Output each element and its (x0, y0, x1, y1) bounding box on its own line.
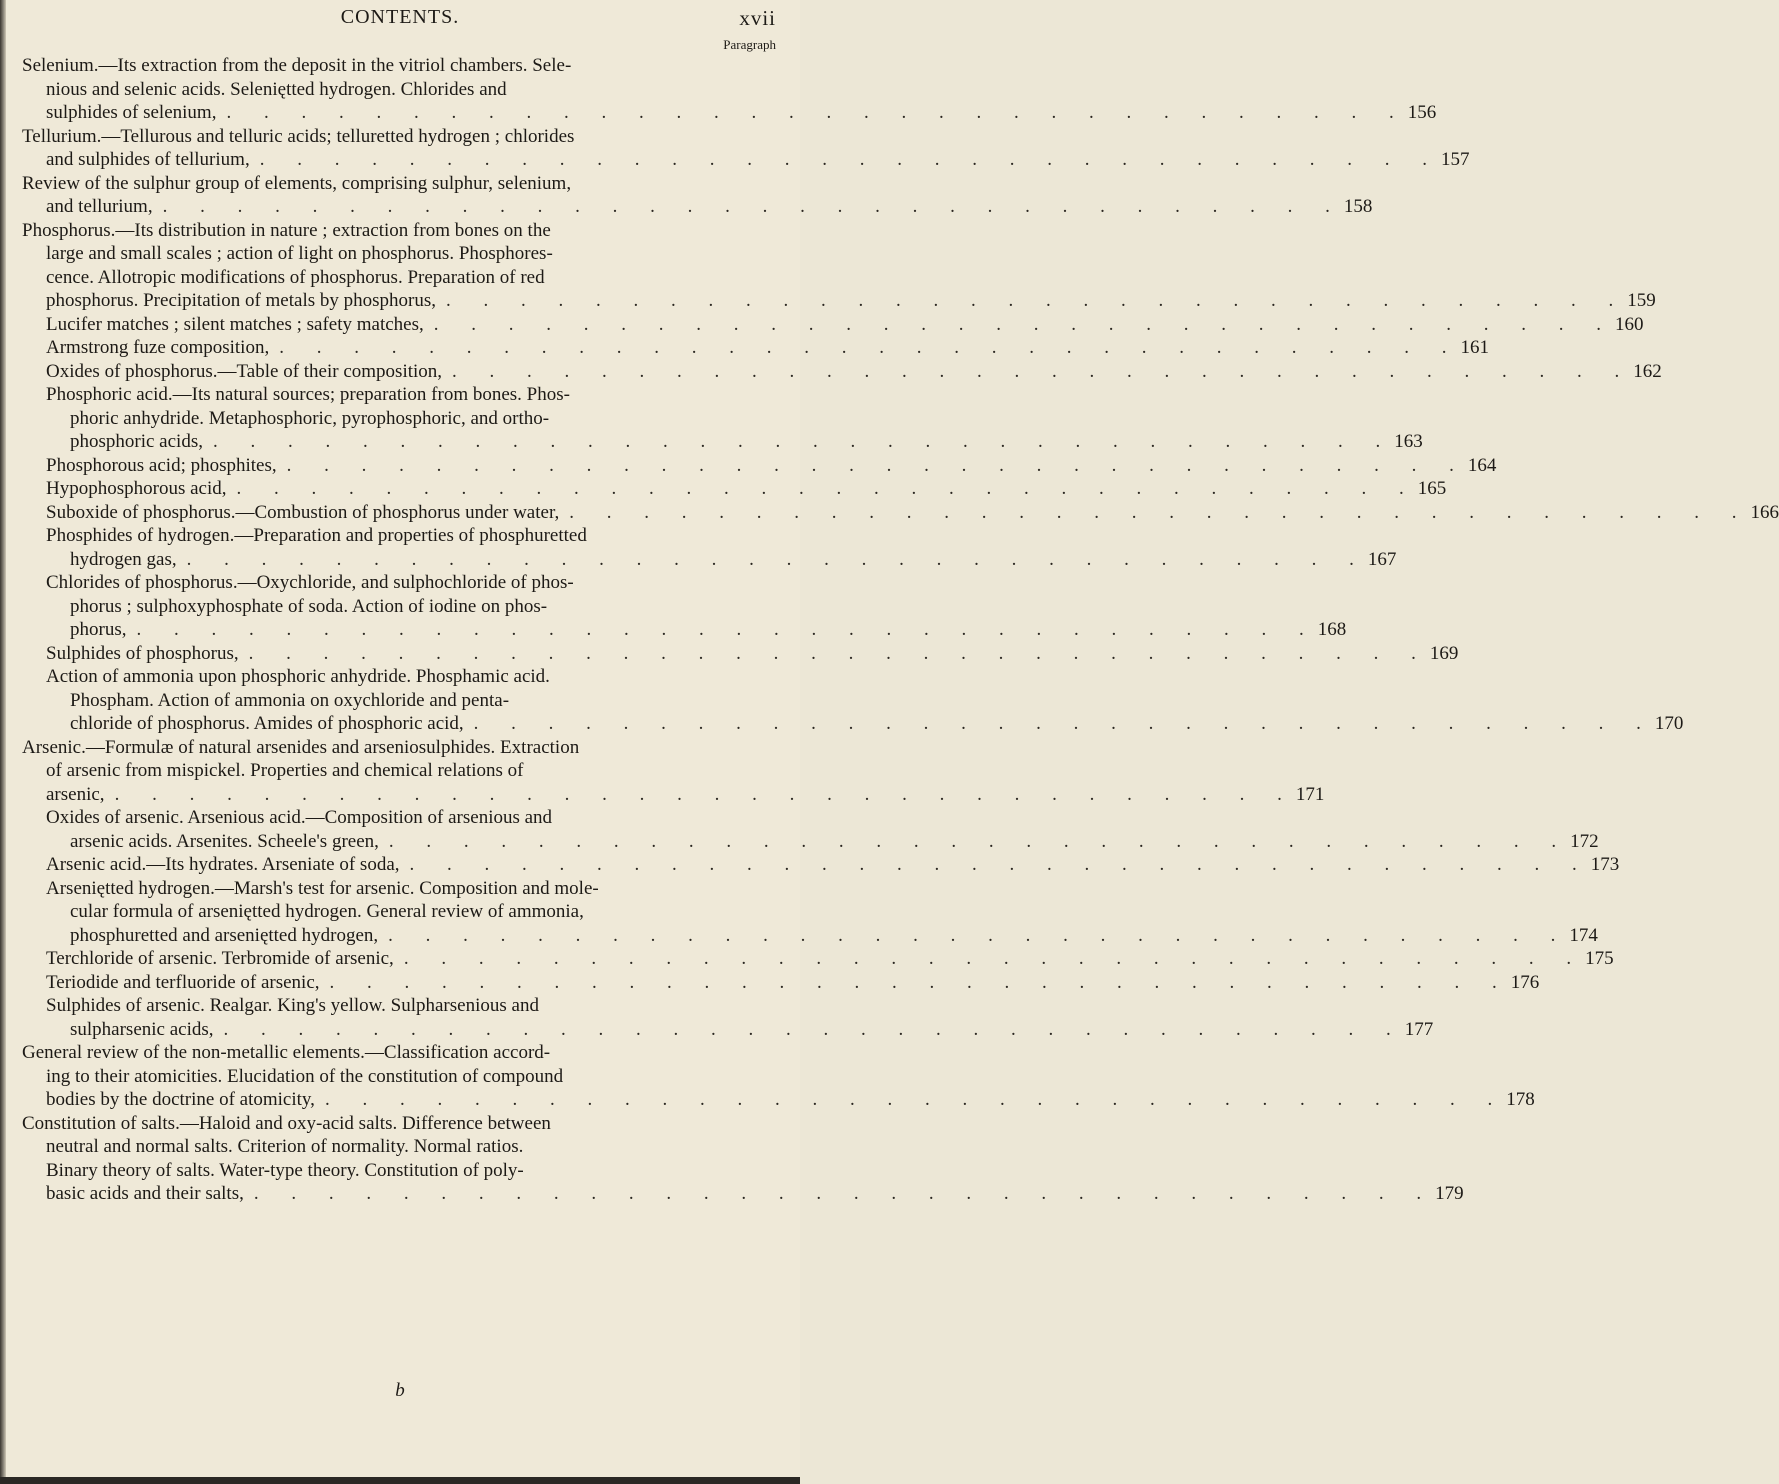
paragraph-number: 171 (1295, 783, 1325, 805)
paragraph-number: 163 (1394, 431, 1423, 452)
dot-leader: . . . . . . . . . . . . . . . . . . . . . . . . . . . . . . . . (473, 713, 1655, 734)
dot-leader: . . . . . . . . . . . . . . . . . . . . . . . . . . . . . . . . (388, 924, 1570, 946)
paragraph-number: 158 (1343, 196, 1373, 217)
toc-entry (22, 947, 1614, 971)
paragraph-number: 161 (1460, 337, 1489, 358)
entry-text-line: arsenic, (46, 783, 105, 805)
entry-text-line: phorus, (70, 619, 127, 640)
dot-leader: . . . . . . . . . . . . . . . . . . . . . . . . . . . . . . . . (162, 196, 1344, 217)
entry-text-line: of arsenic from mispickel. Properties and chemical relations of (46, 760, 524, 781)
entry-text-line: Tellurium.—Tellurous and telluric acids; telluretted hydrogen ; chlorides (22, 125, 575, 147)
entry-text-line: large and small scales ; action of light on phosphorus. Phosphores- (46, 243, 553, 264)
dot-leader: . . . . . . . . . . . . . . . . . . . . . . . . . . . . . . . . (409, 854, 1591, 875)
toc-entry (22, 877, 1598, 948)
toc-entry (22, 219, 1656, 313)
entry-text-line: phosphorus. Precipitation of metals by phosphorus, (46, 290, 436, 311)
toc-entry (22, 524, 1397, 571)
page-number: xvii (739, 6, 776, 30)
entry-text-line: basic acids and their salts, (46, 1183, 244, 1204)
entry-text-line: Phosphides of hydrogen.—Preparation and properties of phosphuretted (46, 525, 587, 546)
toc-entry (22, 1041, 1535, 1112)
toc-entry (22, 360, 1662, 384)
entry-text-line: cular formula of arseniętted hydrogen. General review of ammonia, (70, 901, 584, 922)
page-bottom-edge (0, 1477, 800, 1484)
entry-text-line: Arseniętted hydrogen.—Marsh's test for arsenic. Composition and mole- (46, 877, 599, 899)
paragraph-number: 178 (1506, 1089, 1535, 1110)
dot-leader: . . . . . . . . . . . . . . . . . . . . . . . . . . . . . . . . (569, 501, 1751, 523)
dot-leader: . . . . . . . . . . . . . . . . . . . . . . . . . . . . . . . . (403, 948, 1586, 969)
toc-entry (22, 125, 1470, 172)
dot-leader: . . . . . . . . . . . . . . . . . . . . . . . . . . . . . . . . (433, 313, 1615, 335)
entry-text-line: Sulphides of phosphorus, (46, 642, 239, 664)
paragraph-number: 156 (1407, 102, 1437, 123)
entry-text-line: Arsenic.—Formulæ of natural arsenides and arseniosulphides. Extraction (22, 736, 580, 758)
toc-entry (22, 54, 1437, 125)
toc-entry (22, 806, 1599, 853)
signature-mark: b (395, 1380, 405, 1401)
entry-text-line: Teriodide and terfluoride of arsenic, (46, 971, 320, 993)
paragraph-number: 164 (1467, 454, 1497, 476)
entry-text-line: Action of ammonia upon phosphoric anhydride. Phosphamic acid. (46, 666, 550, 687)
entry-text-line: Terchloride of arsenic. Terbromide of arsenic, (46, 948, 394, 969)
entry-text-line: Phosphoric acid.—Its natural sources; preparation from bones. Phos- (46, 384, 570, 405)
dot-leader: . . . . . . . . . . . . . . . . . . . . . . . . . . . . . . . . (226, 102, 1408, 123)
entry-text-line: Phosphorus.—Its distribution in nature ; extraction from bones on the (22, 219, 551, 241)
entry-text-line: cence. Allotropic modifications of phosphorus. Preparation of red (46, 266, 545, 288)
paragraph-number: 159 (1627, 290, 1656, 311)
dot-leader: . . . . . . . . . . . . . . . . . . . . . . . . . . . . . . . . (259, 149, 1441, 170)
entry-text-line: arsenic acids. Arsenites. Scheele's green, (70, 830, 379, 852)
paragraph-number: 173 (1590, 854, 1620, 875)
paragraph-number: 172 (1570, 830, 1599, 852)
dot-leader: . . . . . . . . . . . . . . . . . . . . . . . . . . . . . . . . (286, 454, 1468, 476)
entry-text-line: Lucifer matches ; silent matches ; safety matches, (46, 313, 424, 335)
entry-text-line: Chlorides of phosphorus.—Oxychloride, and sulphochloride of phos- (46, 572, 574, 593)
paragraph-number: 169 (1429, 642, 1459, 664)
paragraph-number: 176 (1510, 971, 1540, 993)
toc-entry (22, 1112, 1464, 1206)
dot-leader: . . . . . . . . . . . . . . . . . . . . . . . . . . . . . . . . (114, 783, 1296, 805)
dot-leader: . . . . . . . . . . . . . . . . . . . . . . . . . . . . . . . . (388, 830, 1571, 852)
entry-text-line: Sulphides of arsenic. Realgar. King's yellow. Sulpharsenious and (46, 995, 539, 1016)
column-heading: Paragraph (723, 37, 776, 52)
entry-text-line: Armstrong fuze composition, (46, 337, 270, 358)
toc-entry (22, 665, 1684, 736)
paragraph-number: 170 (1654, 713, 1684, 734)
entry-text-line: Selenium.—Its extraction from the deposit in the vitriol chambers. Sele- (22, 55, 572, 76)
entry-text-line: and tellurium, (46, 196, 153, 217)
toc-entry (22, 313, 1644, 337)
toc-entry (22, 383, 1423, 454)
entry-text-line: Phosphorous acid; phosphites, (46, 454, 277, 476)
dot-leader: . . . . . . . . . . . . . . . . . . . . . . . . . . . . . . . . (253, 1183, 1436, 1204)
toc-entry (22, 736, 1325, 807)
paragraph-number: 160 (1615, 313, 1644, 335)
entry-text-line: sulphides of selenium, (46, 102, 217, 123)
dot-leader: . . . . . . . . . . . . . . . . . . . . . . . . . . . . . . . . (452, 360, 1634, 382)
dot-leader: . . . . . . . . . . . . . . . . . . . . . . . . . . . . . . . . (446, 290, 1628, 311)
entry-text-line: phosphuretted and arseniętted hydrogen, (70, 924, 379, 946)
dot-leader: . . . . . . . . . . . . . . . . . . . . . . . . . . . . . . . . (329, 971, 1511, 993)
paragraph-number: 162 (1633, 360, 1662, 382)
paragraph-number: 165 (1417, 478, 1447, 499)
toc-entry (22, 477, 1447, 501)
entry-text-line: phoric anhydride. Metaphosphoric, pyrophosphoric, and ortho- (70, 407, 550, 429)
toc-entry (22, 454, 1497, 478)
entry-text-line: chloride of phosphorus. Amides of phosphoric acid, (70, 713, 464, 734)
entry-text-line: General review of the non-metallic elements.—Classification accord- (22, 1042, 551, 1063)
entry-text-line: Arsenic acid.—Its hydrates. Arseniate of soda, (46, 854, 400, 875)
toc-entry (22, 501, 1779, 525)
entry-text-line: Review of the sulphur group of elements, comprising sulphur, selenium, (22, 172, 572, 194)
dot-leader: . . . . . . . . . . . . . . . . . . . . . . . . . . . . . . . . (324, 1089, 1507, 1110)
toc-entry (22, 853, 1620, 877)
dot-leader: . . . . . . . . . . . . . . . . . . . . . . . . . . . . . . . . (212, 431, 1395, 452)
entry-text-line: and sulphides of tellurium, (46, 149, 250, 170)
binding-gutter (0, 0, 6, 1484)
running-title: CONTENTS. (340, 6, 460, 28)
entry-text-line: Oxides of phosphorus.—Table of their composition, (46, 360, 443, 382)
entry-text-line: phosphoric acids, (70, 431, 203, 452)
dot-leader: . . . . . . . . . . . . . . . . . . . . . . . . . . . . . . . . (279, 337, 1461, 358)
paragraph-number: 174 (1569, 924, 1598, 946)
dot-leader: . . . . . . . . . . . . . . . . . . . . . . . . . . . . . . . . (236, 478, 1418, 499)
entry-text-line: Hypophosphorous acid, (46, 478, 227, 499)
entry-text-line: ing to their atomicities. Elucidation of the constitution of compound (46, 1065, 564, 1087)
paragraph-number: 166 (1750, 501, 1779, 523)
paragraph-number: 157 (1440, 149, 1470, 170)
entry-text-line: neutral and normal salts. Criterion of normality. Normal ratios. (46, 1136, 524, 1157)
dot-leader: . . . . . . . . . . . . . . . . . . . . . . . . . . . . . . . . (223, 1018, 1405, 1040)
entry-text-line: sulpharsenic acids, (70, 1018, 214, 1040)
entry-text-line: bodies by the doctrine of atomicity, (46, 1089, 315, 1110)
entry-text-line: Binary theory of salts. Water-type theory. Constitution of poly- (46, 1159, 524, 1181)
entry-text-line: hydrogen gas, (70, 548, 177, 570)
entry-text-line: Suboxide of phosphorus.—Combustion of phosphorus under water, (46, 501, 560, 523)
table-of-contents (22, 54, 1779, 1206)
toc-entry (22, 971, 1540, 995)
toc-entry (22, 994, 1434, 1041)
paragraph-number: 175 (1585, 948, 1614, 969)
entry-text-line: Phospham. Action of ammonia on oxychloride and penta- (70, 689, 510, 711)
entry-text-line: phorus ; sulphoxyphosphate of soda. Action of iodine on phos- (70, 595, 548, 617)
toc-entry (22, 172, 1373, 219)
dot-leader: . . . . . . . . . . . . . . . . . . . . . . . . . . . . . . . . (136, 619, 1318, 640)
toc-entry (22, 571, 1347, 642)
paragraph-number: 167 (1367, 548, 1397, 570)
toc-entry (22, 642, 1459, 666)
dot-leader: . . . . . . . . . . . . . . . . . . . . . . . . . . . . . . . . (186, 548, 1368, 570)
paragraph-number: 168 (1317, 619, 1347, 640)
entry-text-line: Constitution of salts.—Haloid and oxy-acid salts. Difference between (22, 1112, 551, 1134)
dot-leader: . . . . . . . . . . . . . . . . . . . . . . . . . . . . . . . . (248, 642, 1430, 664)
toc-entry (22, 336, 1489, 360)
entry-text-line: Oxides of arsenic. Arsenious acid.—Composition of arsenious and (46, 807, 553, 828)
page-header (0, 6, 800, 32)
entry-text-line: nious and selenic acids. Seleniętted hydrogen. Chlorides and (46, 78, 507, 100)
paragraph-number: 177 (1404, 1018, 1434, 1040)
paragraph-number: 179 (1435, 1183, 1464, 1204)
